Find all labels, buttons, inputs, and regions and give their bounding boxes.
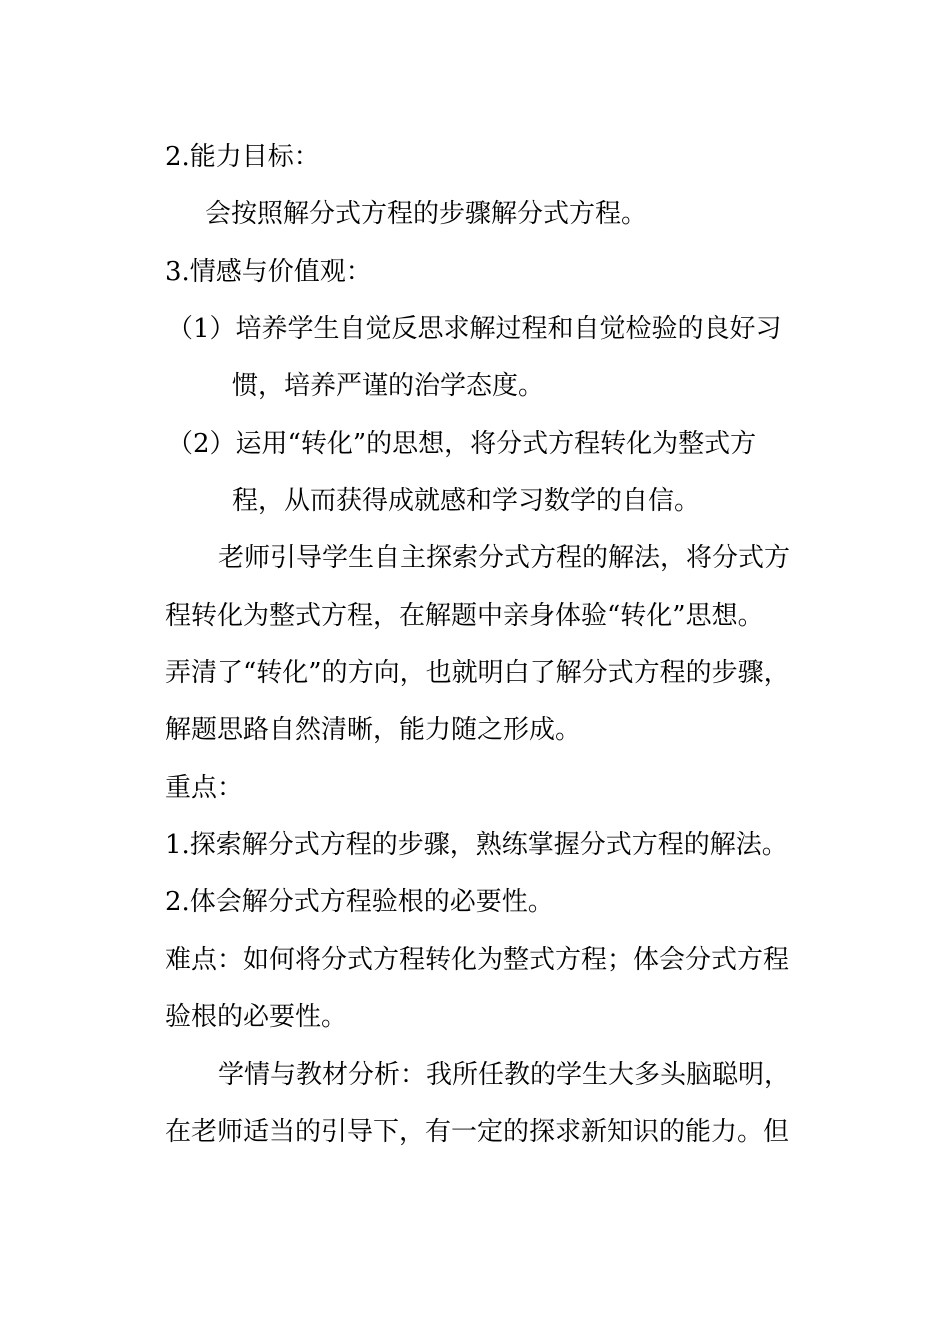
item-2-line-1: （2）运用“转化”的思想，将分式方程转化为整式方: [167, 429, 757, 459]
paragraph-teacher-line-2: 程转化为整式方程，在解题中亲身体验“转化”思想。: [165, 601, 764, 631]
item-2-line-2: 程，从而获得成就感和学习数学的自信。: [232, 486, 701, 516]
difficulty-line-1: 难点：如何将分式方程转化为整式方程；体会分式方程: [165, 945, 790, 975]
paragraph-teacher-line-4: 解题思路自然清晰，能力随之形成。: [165, 715, 582, 745]
paragraph-teacher-line-3: 弄清了“转化”的方向，也就明白了解分式方程的步骤，: [165, 658, 790, 688]
paragraph-teacher-line-1: 老师引导学生自主探索分式方程的解法，将分式方: [218, 543, 791, 573]
ability-goal-heading: 2.能力目标：: [165, 142, 320, 172]
key-point-2: 2.体会解分式方程验根的必要性。: [165, 887, 554, 917]
analysis-line-2: 在老师适当的引导下，有一定的探求新知识的能力。但: [165, 1117, 790, 1147]
emotion-values-heading: 3.情感与价值观：: [165, 257, 372, 287]
difficulty-line-2: 验根的必要性。: [165, 1002, 348, 1032]
ability-goal-text: 会按照解分式方程的步骤解分式方程。: [205, 199, 648, 229]
key-points-heading: 重点：: [165, 773, 244, 803]
analysis-line-1: 学情与教材分析：我所任教的学生大多头脑聪明，: [218, 1060, 791, 1090]
key-point-1: 1.探索解分式方程的步骤，熟练掌握分式方程的解法。: [165, 830, 788, 860]
item-1-line-1: （1）培养学生自觉反思求解过程和自觉检验的良好习: [167, 314, 782, 344]
item-1-line-2: 惯，培养严谨的治学态度。: [232, 371, 545, 401]
